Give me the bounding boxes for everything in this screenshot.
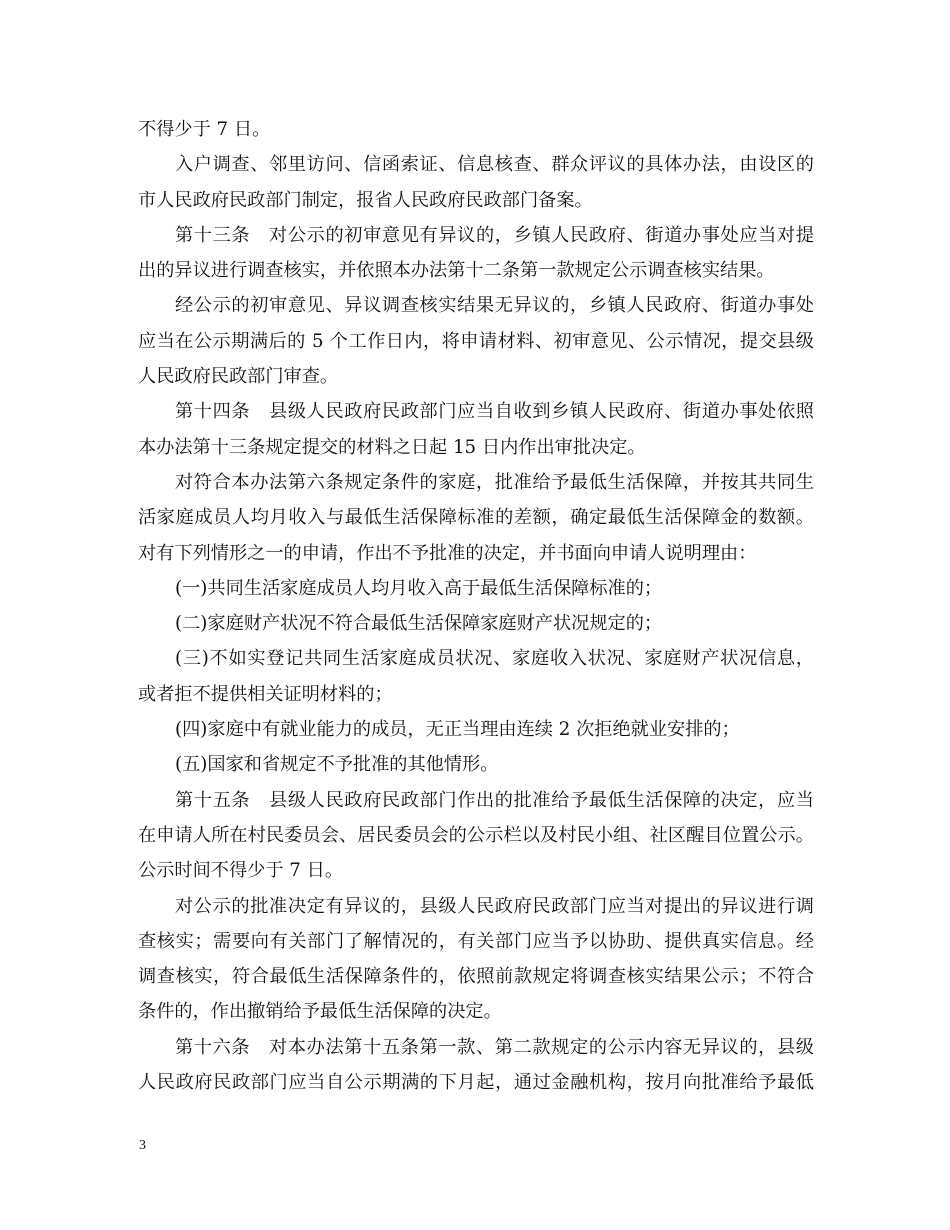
text-line: 第十三条 对公示的初审意见有异议的，乡镇人民政府、街道办事处应当对提 — [175, 224, 814, 246]
text-line: (三)不如实登记共同生活家庭成员状况、家庭收入状况、家庭财产状况信息， — [175, 648, 814, 670]
text-line: 人民政府民政部门审查。 — [138, 366, 339, 388]
text-line: (二)家庭财产状况不符合最低生活保障家庭财产状况规定的； — [175, 613, 663, 635]
text-line: 人民政府民政部门应当自公示期满的下月起，通过金融机构，按月向批准给予最低 — [138, 1072, 814, 1094]
page-number: 3 — [139, 1138, 146, 1153]
text-line: 在申请人所在村民委员会、居民委员会的公示栏以及村民小组、社区醒目位置公示。 — [138, 824, 814, 846]
text-line: 调查核实，符合最低生活保障条件的，依照前款规定将调查核实结果公示；不符合 — [138, 966, 814, 988]
text-line: 条件的，作出撤销给予最低生活保障的决定。 — [138, 1001, 502, 1023]
text-line: 经公示的初审意见、异议调查核实结果无异议的，乡镇人民政府、街道办事处 — [175, 295, 814, 317]
text-line: 市人民政府民政部门制定，报省人民政府民政部门备案。 — [138, 189, 593, 211]
text-line: 查核实；需要向有关部门了解情况的，有关部门应当予以协助、提供真实信息。经 — [138, 930, 814, 952]
text-line: (四)家庭中有就业能力的成员，无正当理由连续 2 次拒绝就业安排的； — [175, 719, 740, 741]
text-line: 对有下列情形之一的申请，作出不予批准的决定，并书面向申请人说明理由： — [138, 542, 757, 564]
text-line: 本办法第十三条规定提交的材料之日起 15 日内作出审批决定。 — [138, 436, 646, 458]
text-line: 公示时间不得少于 7 日。 — [138, 860, 344, 882]
text-line: 第十四条 县级人民政府民政部门应当自收到乡镇人民政府、街道办事处依照 — [175, 401, 814, 423]
text-line: 对符合本办法第六条规定条件的家庭，批准给予最低生活保障，并按其共同生 — [175, 471, 814, 493]
text-line: 不得少于 7 日。 — [138, 119, 271, 140]
text-line: (一)共同生活家庭成员人均月收入高于最低生活保障标准的； — [175, 577, 663, 599]
document-body — [138, 112, 814, 1100]
text-line: 出的异议进行调查核实，并依照本办法第十二条第一款规定公示调查核实结果。 — [138, 260, 775, 282]
text-line: 活家庭成员人均月收入与最低生活保障标准的差额，确定最低生活保障金的数额。 — [138, 507, 814, 529]
text-line: (五)国家和省规定不予批准的其他情形。 — [175, 754, 499, 776]
text-line: 对公示的批准决定有异议的，县级人民政府民政部门应当对提出的异议进行调 — [175, 895, 814, 917]
text-line: 第十五条 县级人民政府民政部门作出的批准给予最低生活保障的决定，应当 — [175, 789, 814, 811]
text-line: 或者拒不提供相关证明材料的； — [138, 683, 393, 705]
text-line: 第十六条 对本办法第十五条第一款、第二款规定的公示内容无异议的，县级 — [175, 1036, 814, 1058]
text-line: 应当在公示期满后的 5 个工作日内，将申请材料、初审意见、公示情况，提交县级 — [138, 330, 814, 352]
text-line: 入户调查、邻里访问、信函索证、信息核查、群众评议的具体办法，由设区的 — [175, 154, 814, 176]
